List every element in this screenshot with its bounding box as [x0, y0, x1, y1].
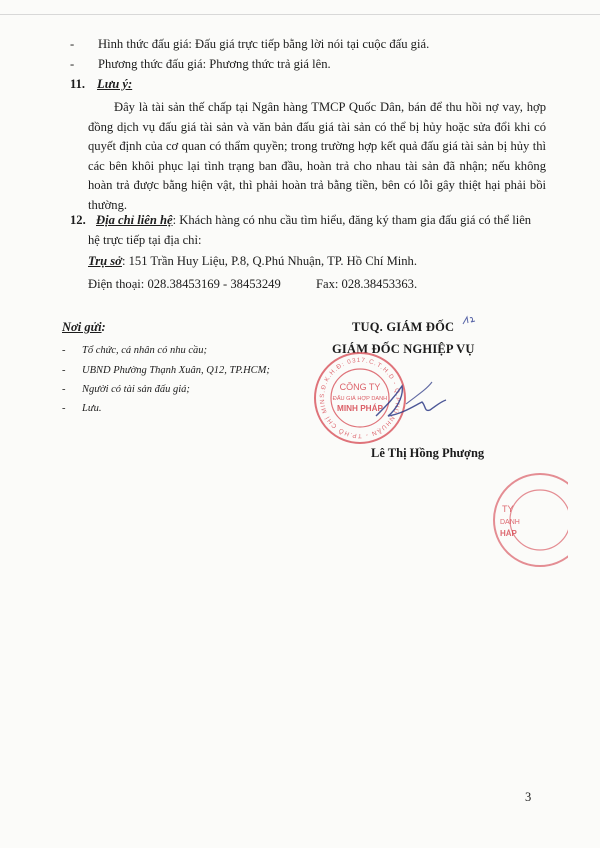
recipient-text: Người có tài sản đấu giá;: [82, 384, 190, 395]
recipient-dash: -: [62, 365, 66, 376]
phone-number: Điện thoại: 028.38453169 - 38453249: [88, 277, 281, 291]
recipient-item: [62, 344, 207, 358]
office-label: Trụ sở: [88, 254, 122, 268]
signature-position: GIÁM ĐỐC NGHIỆP VỤ: [332, 342, 475, 356]
recipients-heading-label: Nơi gửi: [62, 320, 102, 334]
section-12-body-line1: : Khách hàng có nhu cầu tìm hiểu, đăng ký tham gia đấu giá có thể liên: [172, 213, 532, 227]
recipient-text: Tổ chức, cá nhân có nhu cầu;: [82, 345, 207, 356]
recipient-dash: -: [62, 384, 66, 395]
bullet-text: Hình thức đấu giá: Đấu giá trực tiếp bằng lời nói tại cuộc đấu giá.: [98, 37, 430, 51]
fax-number: Fax: 028.38453363.: [316, 277, 418, 291]
recipient-dash: -: [62, 345, 66, 356]
seal-company-line2: ĐẤU GIÁ HỢP DANH: [332, 396, 388, 402]
page-top-edge: [0, 14, 600, 15]
section-12-number: 12.: [70, 213, 86, 227]
recipients-heading: [62, 320, 106, 335]
section-12-line2: hệ trực tiếp tại địa chỉ:: [88, 233, 202, 247]
signature-authority: TUQ. GIÁM ĐỐC: [352, 320, 455, 334]
recipient-item: [62, 383, 190, 397]
office-value: : 151 Trần Huy Liệu, P.8, Q.Phú Nhuận, TP. Hồ Chí Minh.: [121, 254, 418, 268]
recipient-dash: -: [62, 403, 66, 414]
section-12-line1: [96, 210, 531, 230]
recipient-text: Lưu.: [82, 403, 102, 414]
section-11-number: 11.: [70, 77, 86, 91]
page-number: 3: [525, 790, 532, 804]
partial-seal-line1: TY: [502, 504, 514, 514]
partial-seal: [478, 468, 568, 583]
seal-ring-text: S.Đ.K.H.Đ: 0317.C.T.H.D - Q.PHÚ NHUẬN - TP.HỒ CHÍ MIN: [318, 356, 402, 440]
section-11-heading: Lưu ý:: [97, 77, 133, 91]
recipients-heading-colon: :: [101, 320, 106, 334]
office-address: [88, 251, 417, 271]
recipient-text: UBND Phường Thạnh Xuân, Q12, TP.HCM;: [82, 365, 270, 376]
bullet-auction-method: [70, 54, 331, 74]
recipient-item: [62, 364, 270, 378]
bullet-dash: -: [70, 57, 75, 71]
partial-seal-line3: HÁP: [500, 529, 517, 538]
bullet-dash: -: [70, 37, 75, 51]
handwritten-signature: [366, 376, 456, 431]
seal-company-line3: MINH PHÁP: [337, 404, 383, 413]
section-12-heading: Địa chỉ liên hệ: [96, 213, 173, 227]
section-11-body: Đây là tài sản thế chấp tại Ngân hàng TMCP Quốc Dân, bán để thu hồi nợ vay, hợp đồng dịch vụ đấu giá tài sản và văn bản đấu giá tài sản có thể bị hủy hoặc sửa đổi khi có quyết định của cơ quan có thẩm quyền; trong trường hợp kết quả đấu giá tài sản bị hủy thì các bên khôi phục lại tình trạng ban đầu, hoàn trả cho nhau tài sản đã nhận; nếu không hoàn trả được bằng hiện vật, thì phải hoàn trả bằng tiền, bên có lỗi gây thiệt hại phải bồi thường.: [88, 100, 546, 212]
initial-mark: [461, 314, 477, 330]
bullet-auction-form: [70, 34, 430, 54]
seal-company-line1: CÔNG TY: [339, 382, 381, 392]
recipient-item: [62, 402, 102, 416]
partial-seal-line2: DANH: [500, 519, 520, 526]
bullet-text: Phương thức đấu giá: Phương thức trả giá lên.: [98, 57, 331, 71]
signer-name: Lê Thị Hồng Phượng: [371, 446, 485, 460]
